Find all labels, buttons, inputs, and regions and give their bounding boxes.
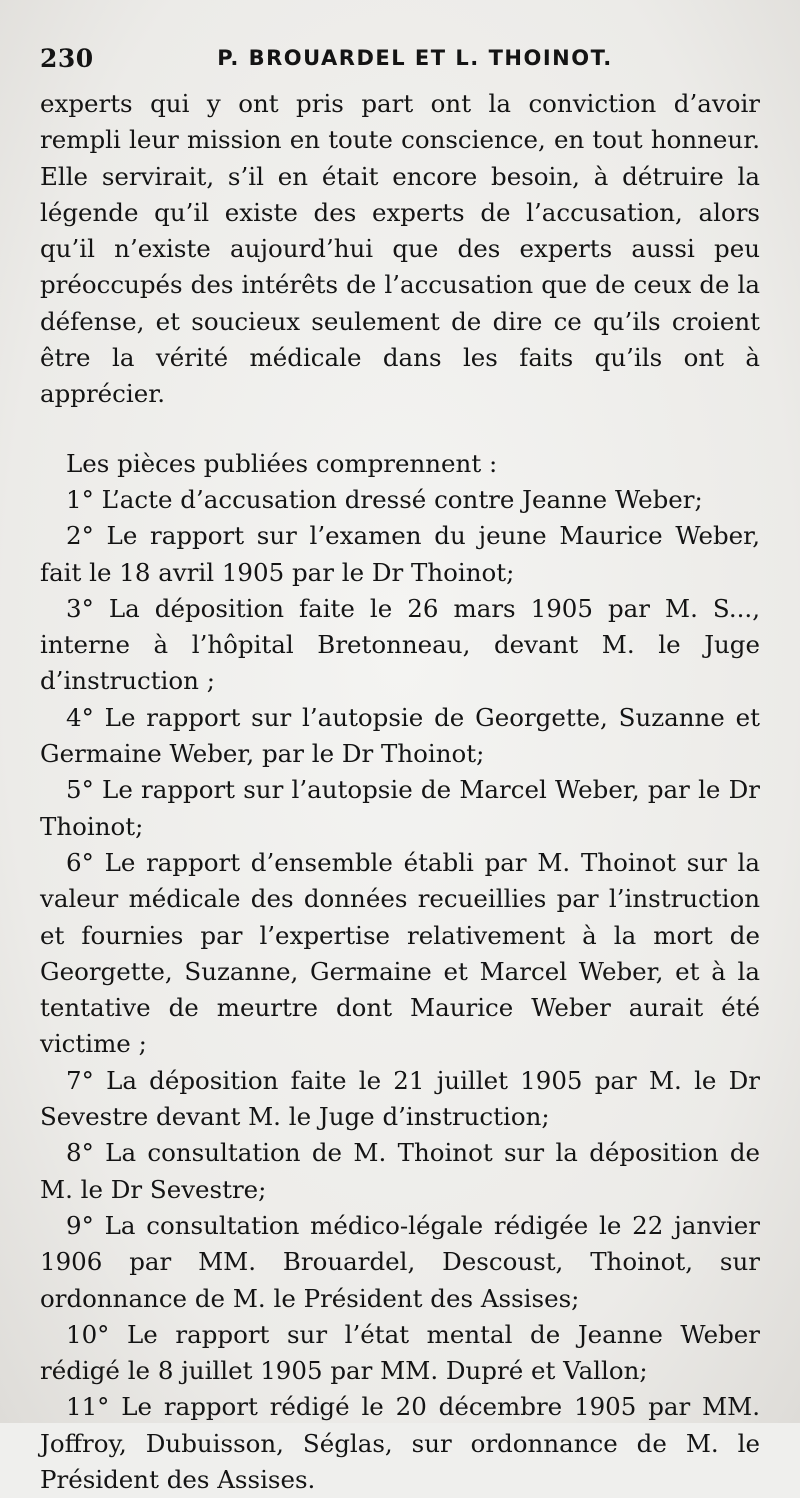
list-item: 4° Le rapport sur l’autopsie de Georgette, Suzanne et Germaine Weber, par le Dr Thoinot; [40, 702, 760, 769]
list-item: 2° Le rapport sur l’examen du jeune Maurice Weber, fait le 18 avril 1905 par le Dr Thoinot; [40, 521, 760, 587]
page-header [40, 34, 760, 86]
list-item: 10° Le rapport sur l’état mental de Jeanne Weber rédigé le 8 juillet 1905 par MM. Dupré et Vallon; [40, 1319, 760, 1386]
list-item: 1° L’acte d’accusation dressé contre Jeanne Weber; [66, 484, 703, 514]
list-lead-line: Les pièces publiées comprennent : [66, 448, 498, 478]
list-item: 3° La déposition faite le 26 mars 1905 par M. S..., interne à l’hôpital Bretonneau, devant M. le Juge d’instruction ; [40, 593, 760, 696]
running-head: P. BROUARDEL ET L. THOINOT. [217, 46, 613, 70]
list-item: 7° La déposition faite le 21 juillet 1905 par M. le Dr Sevestre devant M. le Juge d’instruction; [40, 1065, 760, 1132]
list-item: 11° Le rapport rédigé le 20 décembre 1905 par MM. Joffroy, Dubuisson, Séglas, sur ordonnance de M. le Président des Assises. [40, 1392, 760, 1494]
list-item: 8° La consultation de M. Thoinot sur la déposition de M. le Dr Sevestre; [40, 1138, 760, 1204]
page-number: 230 [40, 44, 94, 73]
list-item: 9° La consultation médico-légale rédigée le 22 janvier 1906 par MM. Brouardel, Descoust, Thoinot, sur ordonnance de M. le Président des Assises; [40, 1210, 760, 1313]
page-body [40, 86, 760, 1498]
list-item: 6° Le rapport d’ensemble établi par M. Thoinot sur la valeur médicale des données recueillies par l’instruction et fournies par l’expertise relativement à la mort de Georgette, Suzanne, Germaine et Marcel Weber, et à la tentative de meurtre dont Maurice Weber aurait été victime ; [40, 847, 760, 1059]
list-item: 5° Le rapport sur l’autopsie de Marcel Weber, par le Dr Thoinot; [40, 775, 760, 841]
intro-paragraph: experts qui y ont pris part ont la conviction d’avoir rempli leur mission en toute conscience, en tout honneur. Elle servirait, s’il en était encore besoin, à détruire la légende qu’il existe des experts de l’accusation, alors qu’il n’existe aujourd’hui que des experts aussi peu préoccupés des intérêts de l’accusation que de ceux de la défense, et soucieux seulement de dire ce qu’ils croient être la vérité médicale dans les faits qu’ils ont à apprécier. [40, 89, 760, 409]
